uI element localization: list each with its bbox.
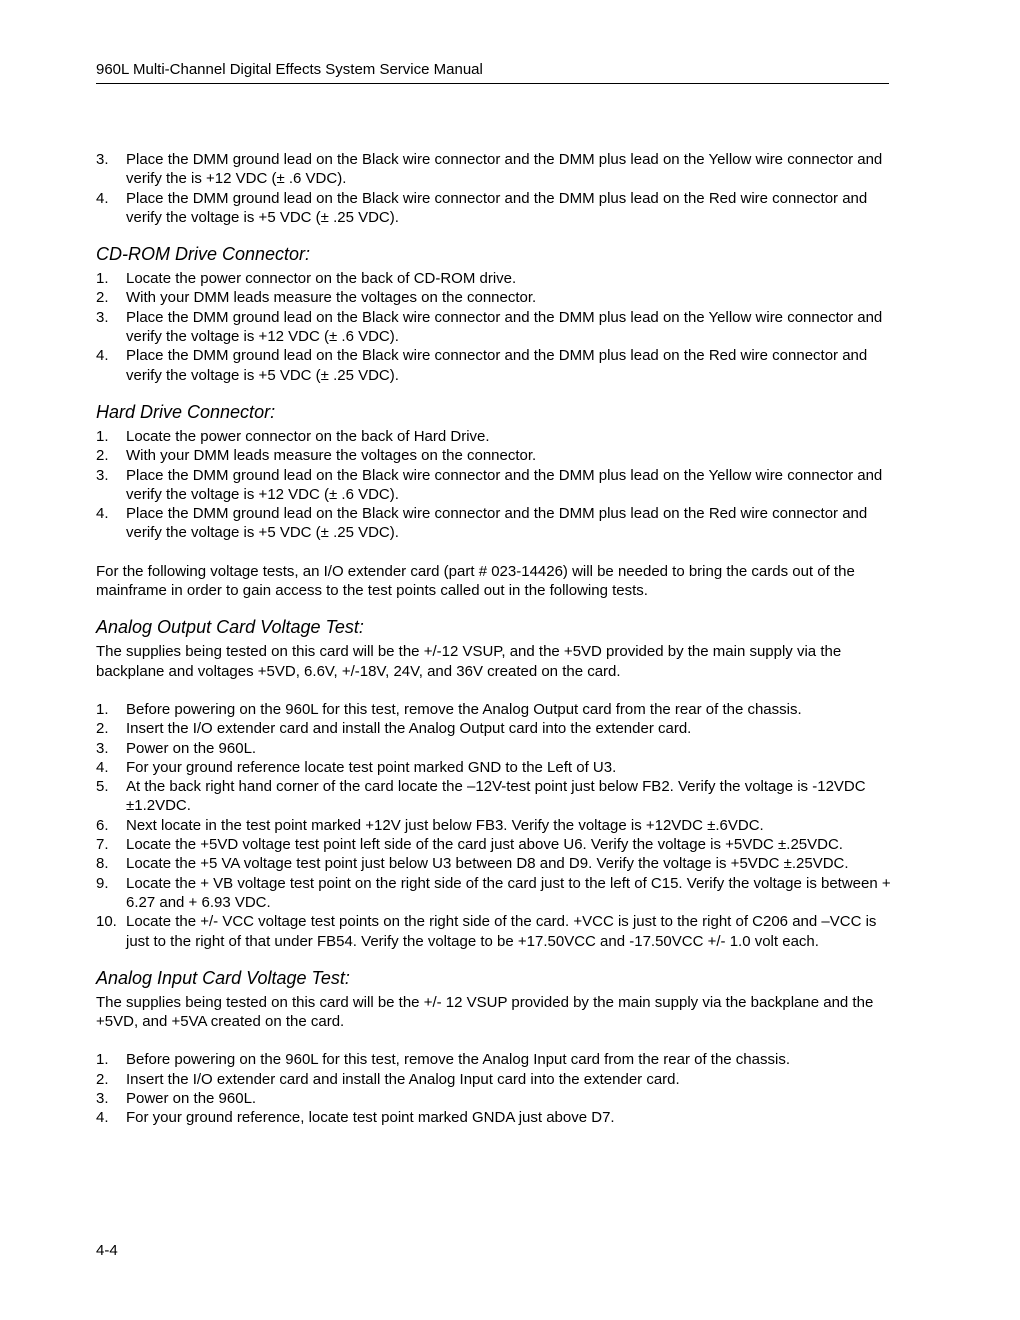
list-item [96,739,891,758]
list-item-text: Insert the I/O extender card and install the Analog Input card into the extender card. [126,1070,680,1088]
list-item-text: With your DMM leads measure the voltages on the connector. [126,447,537,465]
list-item-number: 3. [96,739,109,757]
cdrom-list [96,269,891,385]
aoc-section [96,616,891,950]
list-item-number: 3. [96,151,109,168]
cdrom-section [96,243,891,385]
list-item-number: 5. [96,778,109,796]
list-item [96,427,891,446]
list-item-text: Power on the 960L. [126,739,257,757]
list-item-number: 3. [96,1089,109,1107]
aoc-description: The supplies being tested on this card will be the +/-12 VSUP, and the +5VD provided by the main supply via the backplane and voltages +5VD, 6.6V, +/-18V, 24V, and 36V created on the card. [96,643,842,680]
list-item-text: Locate the power connector on the back of CD-ROM drive. [126,270,517,288]
list-item [96,346,891,385]
list-item-number: 4. [96,505,109,523]
list-item-number: 4. [96,758,109,776]
list-item [96,1050,891,1069]
aic-section [96,967,891,1128]
list-item [96,1089,891,1108]
list-item-number: 3. [96,466,109,484]
list-item [96,504,891,543]
list-item-number: 2. [96,447,109,465]
intro-paragraph: For the following voltage tests, an I/O extender card (part # 023-14426) will be needed to bring the cards out of the mainframe in order to gain access to the test points called out in the following tests. [96,562,855,600]
list-item-text: For your ground reference locate test point marked GND to the Left of U3. [126,758,617,776]
list-item [96,816,891,835]
aoc-heading: Analog Output Card Voltage Test: [96,617,364,638]
list-item-text: Locate the power connector on the back of Hard Drive. [126,427,490,445]
list-item [96,912,891,951]
list-item [96,288,891,307]
list-item-number: 1. [96,1051,109,1069]
list-item [96,189,891,228]
hdd-section [96,401,891,543]
top-list [96,150,891,227]
list-item [96,700,891,719]
list-item [96,835,891,854]
list-item-text: Locate the +5VD voltage test point left side of the card just above U6. Verify the voltage is +5VDC ±.25VDC. [126,836,843,854]
list-item-text: Before powering on the 960L for this test, remove the Analog Output card from the rear of the chassis. [126,700,802,718]
hdd-list [96,427,891,543]
list-item [96,874,891,913]
list-item [96,1108,891,1127]
list-item [96,758,891,777]
list-item [96,1070,891,1089]
list-item-number: 1. [96,700,109,718]
list-item-text: Next locate in the test point marked +12V just below FB3. Verify the voltage is +12VDC ±.6VDC. [126,816,764,834]
list-item-number: 3. [96,308,109,326]
list-item [96,854,891,873]
aic-heading: Analog Input Card Voltage Test: [96,967,350,988]
page-content [96,150,891,1128]
list-item-text: Place the DMM ground lead on the Black wire connector and the DMM plus lead on the Red wire connector and verify the voltage is +5 VDC (± .25 VDC). [126,505,868,542]
list-item-text: Insert the I/O extender card and install the Analog Output card into the extender card. [126,720,692,738]
list-item-text: Locate the + VB voltage test point on the right side of the card just to the left of C15. Verify the voltage is between + 6.27 and + 6.93 VDC. [126,874,891,911]
list-item-number: 4. [96,189,109,207]
list-item-text: Power on the 960L. [126,1089,257,1107]
list-item-text: Place the DMM ground lead on the Black wire connector and the DMM plus lead on the Red wire connector and verify the voltage is +5 VDC (± .25 VDC). [126,189,868,226]
list-item-number: 4. [96,347,109,365]
hdd-heading: Hard Drive Connector: [96,401,276,422]
list-item-number: 1. [96,427,109,445]
aoc-list [96,700,891,951]
list-item [96,719,891,738]
page-header: 960L Multi-Channel Digital Effects System Service Manual [96,61,889,84]
list-item-number: 2. [96,1070,109,1088]
list-item [96,269,891,288]
aic-description: The supplies being tested on this card will be the +/- 12 VSUP provided by the main supply via the backplane and the +5VD, and +5VA created on the card. [96,993,874,1031]
list-item [96,777,891,816]
page-number: 4-4 [96,1242,118,1259]
list-item-number: 6. [96,816,109,834]
list-item [96,466,891,505]
list-item-text: Place the DMM ground lead on the Black wire connector and the DMM plus lead on the Yellow wire connector and verify the voltage is +12 VDC (± .6 VDC). [126,308,883,346]
cdrom-heading: CD-ROM Drive Connector: [96,244,311,265]
list-item-number: 7. [96,836,109,854]
list-item-text: For your ground reference, locate test point marked GNDA just above D7. [126,1109,615,1127]
list-item-number: 2. [96,289,109,307]
list-item-text: At the back right hand corner of the card locate the –12V-test point just below FB2. Verify the voltage is -12VDC ±1.2VDC. [126,778,866,815]
list-item-text: Locate the +5 VA voltage test point just below U3 between D8 and D9. Verify the voltage is +5VDC ±.25VDC. [126,855,849,873]
list-item-text: Place the DMM ground lead on the Black wire connector and the DMM plus lead on the Yellow wire connector and verify the voltage is +12 VDC (± .6 VDC). [126,466,883,503]
list-item [96,150,891,189]
list-item-number: 9. [96,874,109,892]
list-item-text: Place the DMM ground lead on the Black wire connector and the DMM plus lead on the Red wire connector and verify the voltage is +5 VDC (± .25 VDC). [126,347,868,384]
list-item-number: 8. [96,855,109,873]
list-item [96,308,891,347]
list-item-number: 4. [96,1109,109,1127]
aic-list [96,1050,891,1127]
list-item-text: Locate the +/- VCC voltage test points on the right side of the card. +VCC is just to the right of C206 and –VCC is just to the right of that under FB54. Verify the voltage to be +17.50VCC and -17.50VCC +/- 1.0 volt each. [126,913,877,950]
list-item-number: 1. [96,270,109,288]
list-item-text: Before powering on the 960L for this test, remove the Analog Input card from the rear of the chassis. [126,1051,790,1069]
list-item-number: 2. [96,720,109,738]
list-item-text: With your DMM leads measure the voltages on the connector. [126,289,537,307]
list-item-number: 10. [96,913,117,931]
list-item-text: Place the DMM ground lead on the Black wire connector and the DMM plus lead on the Yellow wire connector and verify the is +12 VDC (± .6 VDC). [126,151,883,188]
list-item [96,446,891,465]
